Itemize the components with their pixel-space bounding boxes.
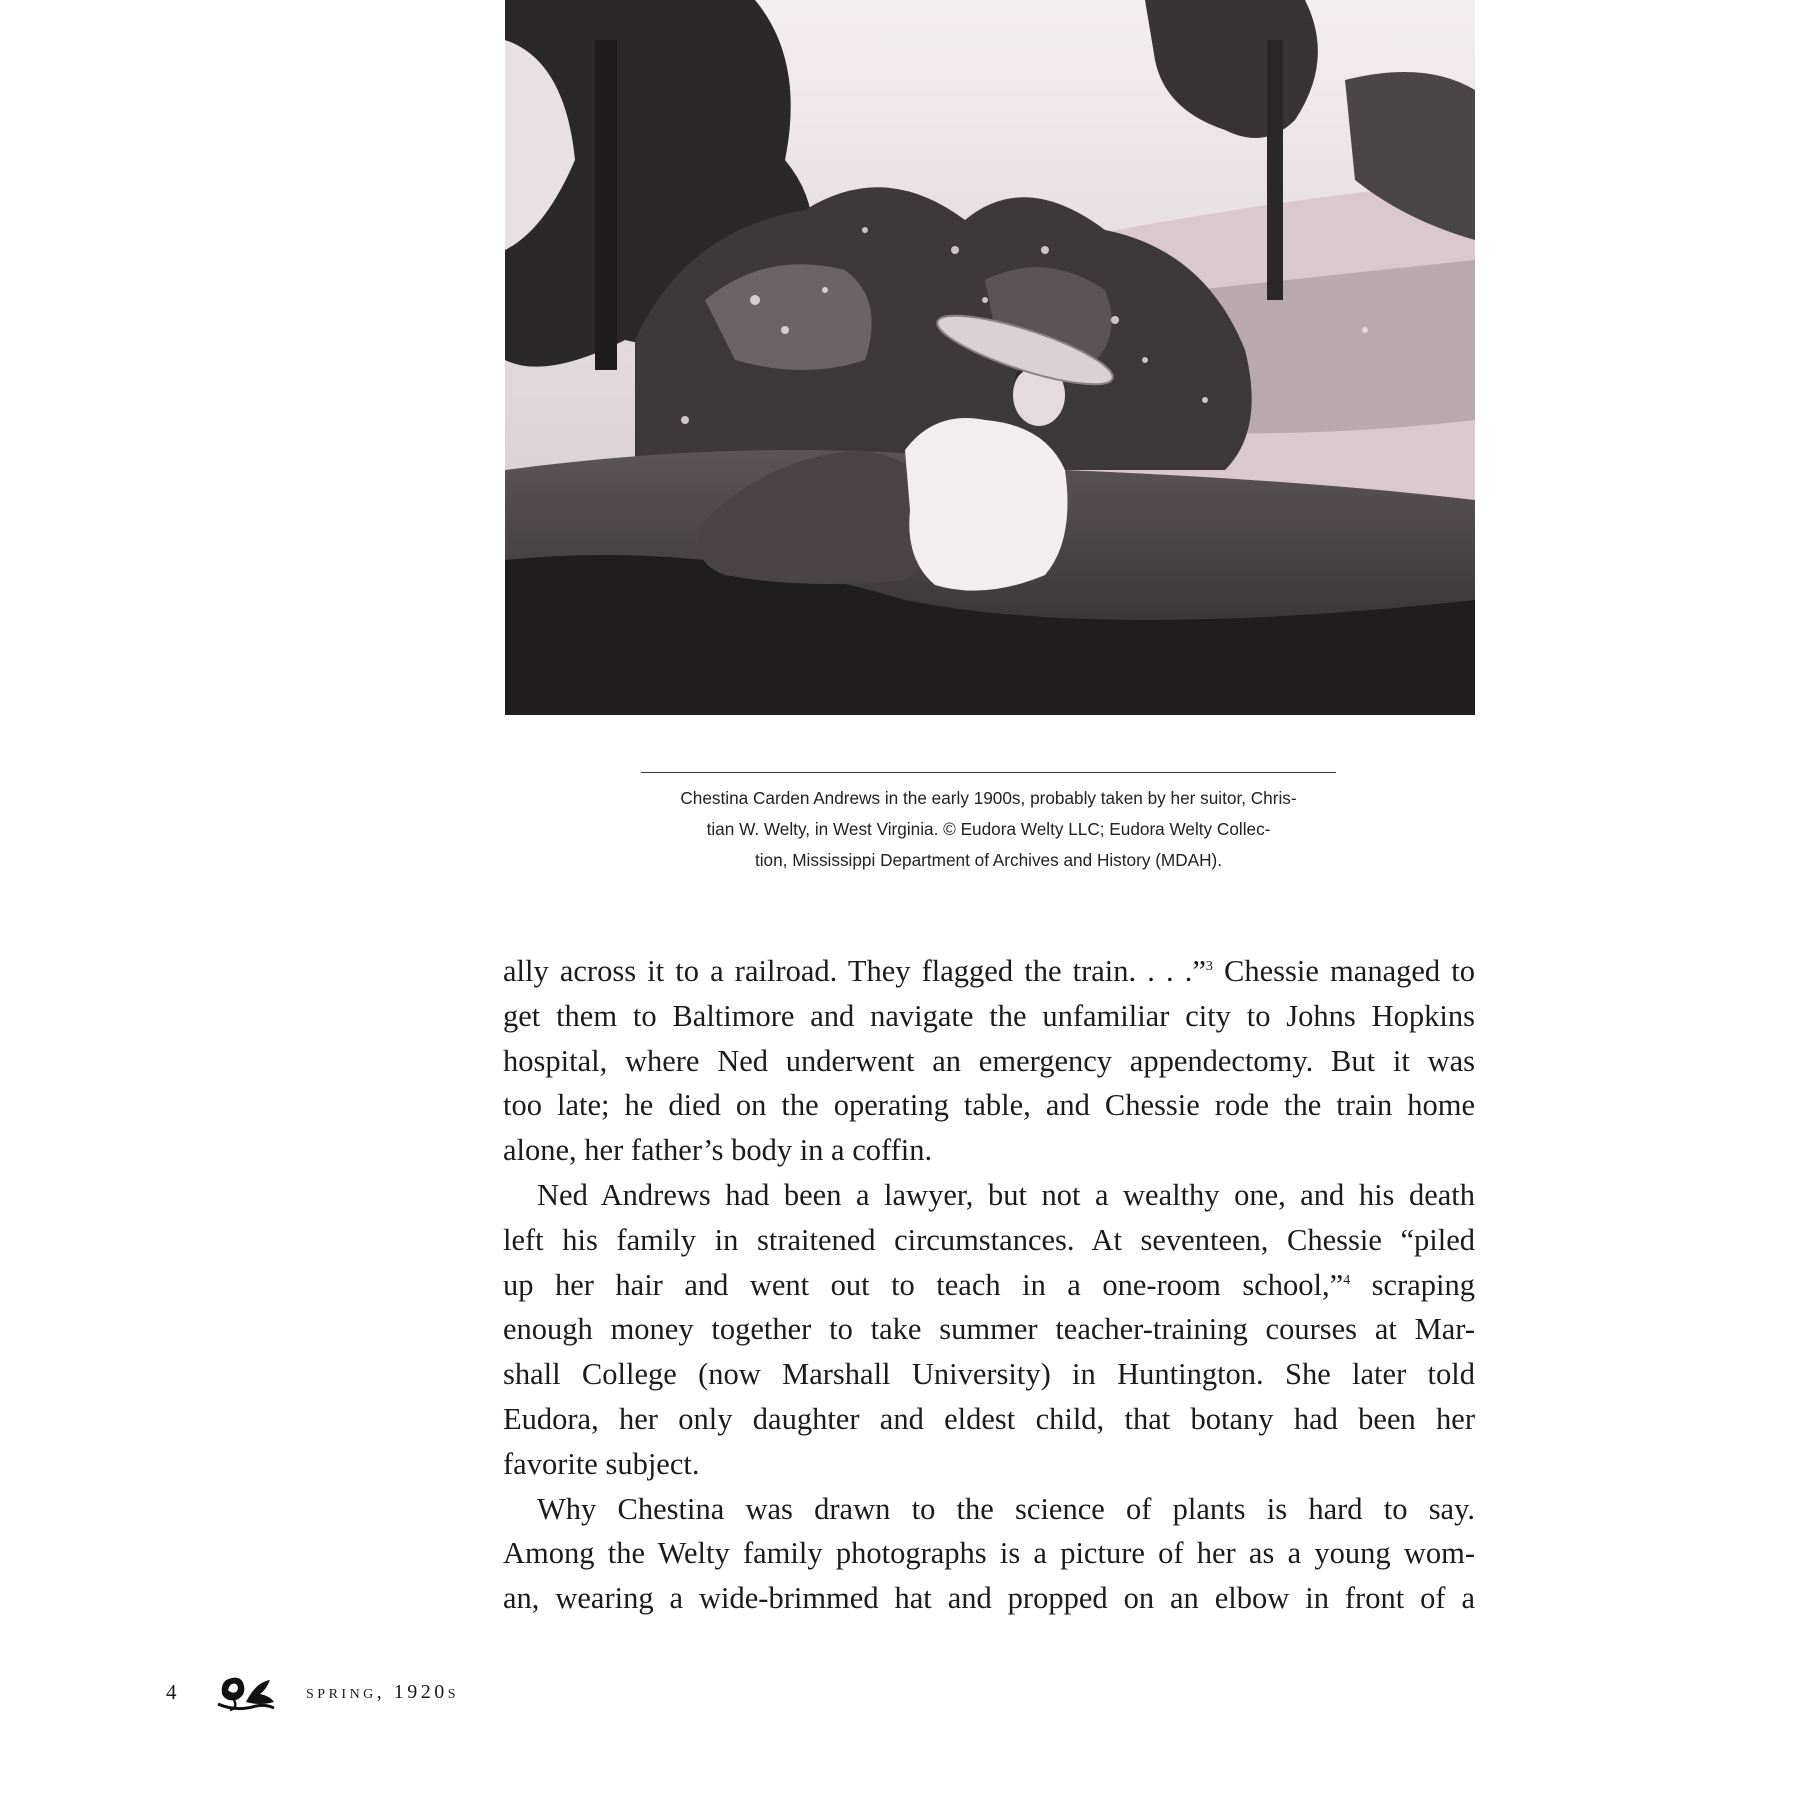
running-head: spring, 1920s [306,1680,460,1703]
body-line: favorite subject. [503,1446,700,1481]
body-segment: scraping [1350,1267,1475,1302]
body-line: Why Chestina was drawn to the science of plants is hard to say. [537,1491,1475,1526]
body-text [503,949,1475,1621]
body-segment: Chessie managed to [1212,954,1475,988]
body-line: hospital, where Ned underwent an emergency appendectomy. But it was [503,1043,1475,1078]
page-number: 4 [166,1679,177,1704]
body-line: left his family in straitened circumstances. At seventeen, Chessie “piled [503,1222,1475,1257]
body-line [503,1263,1475,1308]
caption-rule [641,772,1336,773]
photo-caption [630,783,1347,876]
page-footer [166,1672,459,1712]
body-line: an, wearing a wide-brimmed hat and propped on an elbow in front of a [503,1581,1475,1616]
vintage-photo-icon [505,0,1475,715]
caption-line: tian W. Welty, in West Virginia. © Eudora Welty LLC; Eudora Welty Collec- [706,819,1271,839]
body-line: Among the Welty family photographs is a picture of her as a young wom- [503,1536,1475,1571]
body-line: alone, her father’s body in a coffin. [503,1133,933,1168]
body-segment: ally across it to a railroad. They flagged the train. . . .” [503,954,1206,988]
caption-line: tion, Mississippi Department of Archives and History (MDAH). [754,850,1223,870]
footnote-ref-3[interactable]: 3 [1205,959,1213,974]
footnote-ref-4[interactable]: 4 [1343,1272,1351,1288]
body-line: enough money together to take summer teacher-training courses at Mar- [503,1312,1475,1347]
body-segment: up her hair and went out to teach in a one-room school,” [503,1267,1344,1302]
body-line: too late; he died on the operating table, and Chessie rode the train home [503,1088,1475,1123]
caption-line: Chestina Carden Andrews in the early 1900s, probably taken by her suitor, Chris- [680,788,1297,808]
photograph [505,0,1475,715]
body-line: shall College (now Marshall University) in Huntington. She later told [503,1357,1475,1392]
body-line: Eudora, her only daughter and eldest child, that botany had been her [503,1401,1475,1436]
magnolia-ornament-icon [216,1672,276,1712]
body-line [503,949,1475,994]
body-line: get them to Baltimore and navigate the unfamiliar city to Johns Hopkins [503,998,1475,1033]
body-line: Ned Andrews had been a lawyer, but not a wealthy one, and his death [537,1177,1475,1212]
